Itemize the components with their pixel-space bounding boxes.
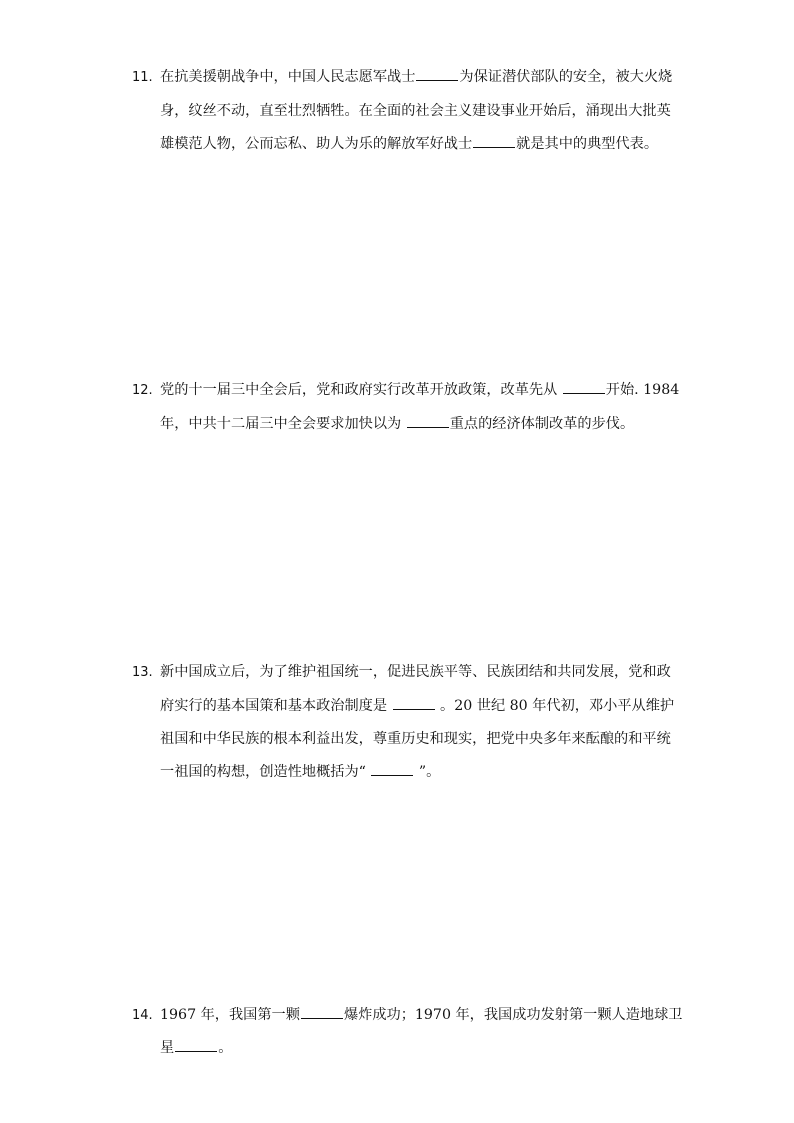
question-text: 。20 世纪 80 年代初，邓小平从维护 — [435, 698, 675, 714]
question-text: 雄模范人物，公而忘私、助人为乐的解放军好战士 — [160, 136, 473, 152]
question-line — [132, 100, 671, 120]
question-line — [132, 413, 634, 433]
question-line — [132, 695, 674, 715]
question-line — [132, 1004, 683, 1024]
answer-blank[interactable] — [393, 696, 435, 710]
question-number: 14. — [132, 1008, 153, 1023]
question-text: 。 — [218, 1040, 233, 1056]
question-text: 为保证潜伏部队的安全，被大火烧 — [459, 69, 673, 85]
question-text: 府实行的基本国策和基本政治制度是 — [160, 698, 392, 714]
question-text: ”。 — [414, 764, 441, 780]
question-number: 13. — [132, 665, 153, 680]
question-line — [132, 66, 672, 86]
question-text: 1967 年，我国第一颗 — [160, 1007, 300, 1023]
question-text: 爆炸成功；1970 年，我国成功发射第一颗人造地球卫 — [343, 1007, 683, 1023]
question-line — [132, 761, 440, 781]
question-text: 党的十一届三中全会后，党和政府实行改革开放政策，改革先从 — [160, 382, 562, 398]
answer-blank[interactable] — [175, 1038, 217, 1052]
answer-blank[interactable] — [301, 1005, 343, 1019]
question-number: 11. — [132, 70, 153, 85]
question-line — [132, 661, 671, 681]
question-line — [132, 133, 658, 153]
answer-blank[interactable] — [563, 380, 605, 394]
question-text: 身，纹丝不动，直至壮烈牺牲。在全面的社会主义建设事业开始后，涌现出大批英 — [160, 103, 671, 119]
answer-blank[interactable] — [473, 134, 515, 148]
question-line — [132, 1037, 232, 1057]
answer-blank[interactable] — [371, 762, 413, 776]
question-text: 就是其中的典型代表。 — [516, 136, 659, 152]
answer-blank[interactable] — [416, 67, 458, 81]
question-text: 星 — [160, 1040, 175, 1056]
question-text: 一祖国的构想，创造性地概括为“ — [160, 764, 371, 780]
question-text: 祖国和中华民族的根本利益出发，尊重历史和现实，把党中央多年来酝酿的和平统 — [160, 731, 671, 747]
question-text: 开始. 1984 — [605, 382, 680, 398]
answer-blank[interactable] — [407, 414, 449, 428]
question-line — [132, 728, 671, 748]
question-text: 在抗美援朝战争中，中国人民志愿军战士 — [160, 69, 416, 85]
question-text: 新中国成立后，为了维护祖国统一，促进民族平等、民族团结和共同发展，党和政 — [160, 664, 671, 680]
question-text: 年，中共十二届三中全会要求加快以为 — [160, 416, 406, 432]
question-line — [132, 379, 679, 399]
question-number: 12. — [132, 383, 153, 398]
question-text: 重点的经济体制改革的步伐。 — [449, 416, 635, 432]
